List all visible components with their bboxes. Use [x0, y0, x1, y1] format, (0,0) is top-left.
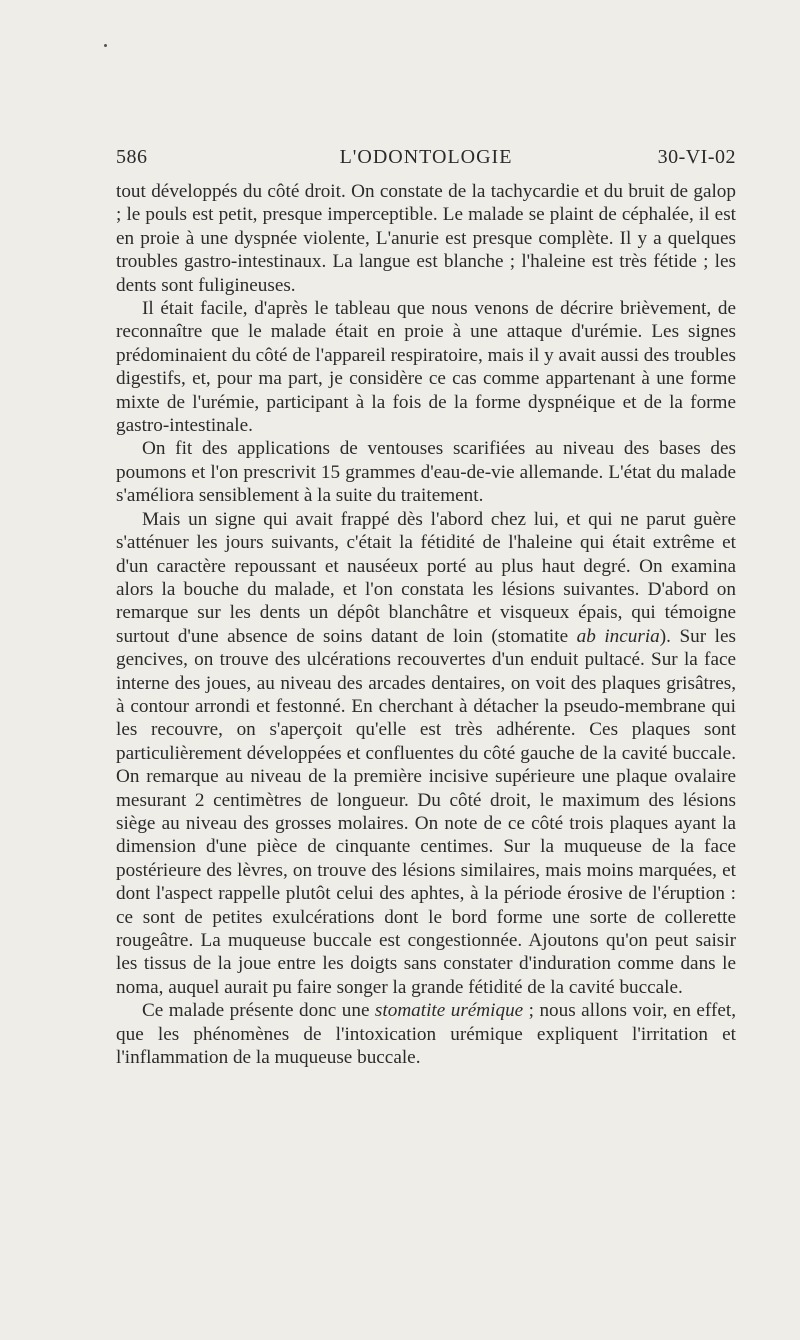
article-body [116, 180, 736, 1069]
paragraph-5-part-b: ; nous allons voir, en effet, que les phénomènes de l'intoxication urémique expliquent l'irritation et l'inflammation de la muqueuse buccale. [116, 1000, 736, 1069]
paragraph-4-part-a: Mais un signe qui avait frappé dès l'abord chez lui, et qui ne parut guère s'atténuer les jours suivants, c'était la fétidité de l'haleine qui était extrême et d'un caractère repoussant et nauséeux porté au plus haut degré. On examina alors la bouche du malade, et l'on constata les lésions suivantes. D'abord on remarque sur les dents un dépôt blanchâtre et visqueux épais, qui témoigne surtout d'une absence de soins datant de loin (stomatite [116, 508, 736, 647]
issue-date: 30-VI-02 [657, 146, 736, 168]
running-header [116, 146, 736, 174]
paragraph-4-italic: ab incuria [576, 625, 660, 647]
paragraph-4 [116, 508, 736, 1000]
paragraph-5-part-a: Ce malade présente donc une [142, 1000, 375, 1022]
paragraph-4-part-b: ). Sur les gencives, on trouve des ulcérations recouvertes d'un enduit pultacé. Sur la face interne des joues, au niveau des arcades dentaires, on voit des plaques grisâtres, à contour arrondi et festonné. En cherchant à détacher la pseudo-membrane qui les recouvre, on s'aperçoit qu'elle est très adhérente. Ces plaques sont particulièrement développées et confluentes du côté gauche de la cavité buccale. On remarque au niveau de la première incisive supérieure une plaque ovalaire mesurant 2 centimètres de longueur. Du côté droit, le maximum des lésions siège au niveau des grosses molaires. On note de ce côté trois plaques ayant la dimension d'une pièce de cinquante centimes. Sur la muqueuse de la face postérieure des lèvres, on trouve des lésions similaires, mais moins marquées, et dont l'aspect rappelle plutôt celui des aphtes, à la période érosive de l'éruption : ce sont de petites exulcérations dont le bord forme une sorte de collerette rougeâtre. La muqueuse buccale est congestionnée. Ajoutons qu'on peut saisir les tissus de la joue entre les doigts sans constater d'induration comme dans le noma, auquel aurait pu faire songer la grande fétidité de la cavité buccale. [116, 625, 736, 998]
journal-title: L'ODONTOLOGIE [339, 146, 513, 168]
paragraph-2: Il était facile, d'après le tableau que nous venons de décrire brièvement, de reconnaître que le malade était en proie à une attaque d'urémie. Les signes prédominaient du côté de l'appareil respiratoire, mais il y avait aussi des troubles digestifs, et, pour ma part, je considère ce cas comme appartenant à une forme mixte de l'urémie, participant à la fois de la forme dyspnéique et de la forme gastro-intestinale. [116, 298, 736, 437]
paragraph-5-italic: stomatite urémique [374, 1000, 524, 1022]
paragraph-3: On fit des applications de ventouses scarifiées au niveau des bases des poumons et l'on prescrivit 15 grammes d'eau-de-vie allemande. L'état du malade s'améliora sensiblement à la suite du traitement. [116, 438, 736, 507]
paragraph-1: tout développés du côté droit. On constate de la tachycardie et du bruit de galop ; le pouls est petit, presque imperceptible. Le malade se plaint de céphalée, il est en proie à une dyspnée violente, L'anurie est presque complète. Il y a quelques troubles gastro-intestinaux. La langue est blanche ; l'haleine est très fétide ; les dents sont fuligineuses. [116, 181, 736, 296]
ink-speck [104, 44, 107, 47]
page-number: 586 [116, 146, 148, 168]
paragraph-5 [116, 999, 736, 1069]
